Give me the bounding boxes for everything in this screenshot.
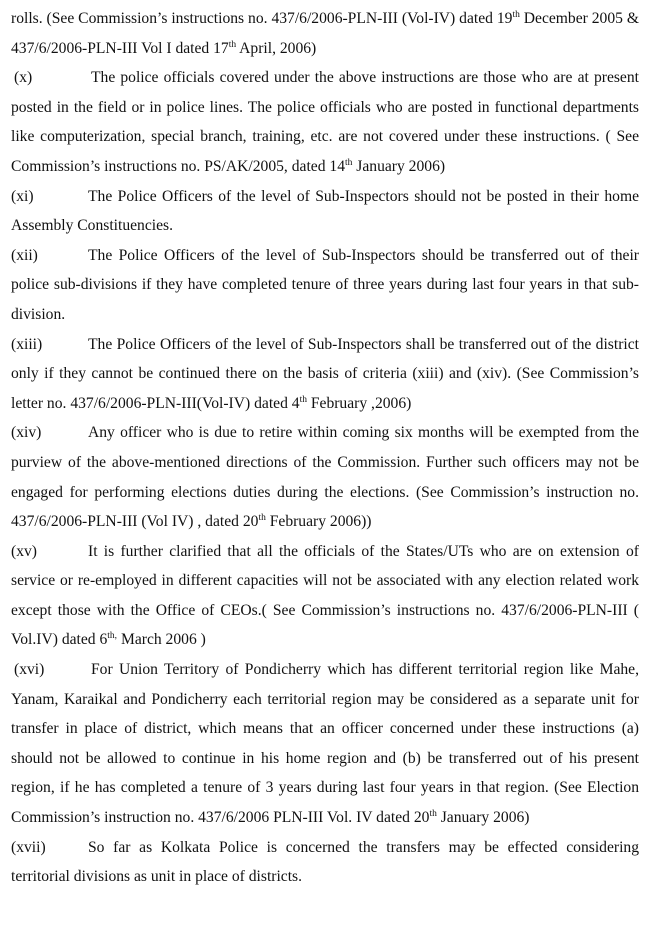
- date-superscript: th: [345, 157, 353, 168]
- date-superscript: th: [258, 513, 266, 524]
- paragraph-number: (xiii): [11, 335, 43, 353]
- paragraph-number: (xvii): [11, 838, 46, 856]
- date-superscript: th: [512, 10, 520, 20]
- document-page: [11, 4, 639, 892]
- paragraph-xi: [11, 182, 639, 241]
- paragraph-number: (xi): [11, 187, 34, 205]
- paragraph-cont: [11, 4, 639, 63]
- paragraph-xvi: [11, 655, 639, 833]
- paragraph-x: [11, 63, 639, 181]
- paragraph-text: March 2006 ): [117, 631, 206, 649]
- paragraph-text: For Union Territory of Pondicherry which has different territorial region like Mahe, Yanam, Karaikal and Pondicherry each territorial region may be considered as a separate unit for transfer in place of district, which means that an officer concerned under these instructions (a) should not be allowed to continue in his home region and (b) be transferred out of his present region, if he has completed a tenure of 3 years during last four years in that region. (See Election Commission’s instruction no. 437/6/2006 PLN-III Vol. IV dated 20: [11, 661, 639, 827]
- paragraph-xiv: [11, 418, 639, 536]
- paragraph-text: The police officials covered under the above instructions are those who are at present posted in the field or in police lines. The police officials who are posted in functional departments like computerization, special branch, training, etc. are not covered under these instructions. ( See Commission’s instructions no. PS/AK/2005, dated 14: [11, 69, 639, 175]
- paragraph-number: (x): [14, 69, 33, 87]
- date-superscript: th: [228, 39, 237, 50]
- paragraph-xii: [11, 241, 639, 330]
- paragraph-text: February 2006)): [265, 513, 372, 531]
- paragraph-text: January 2006): [436, 809, 530, 827]
- paragraph-xvii: [11, 833, 639, 892]
- paragraph-text: April, 2006): [236, 39, 317, 57]
- paragraph-number: (xii): [11, 246, 38, 264]
- paragraph-text: It is further clarified that all the officials of the States/UTs who are on extension of service or re-employed in different capacities will not be associated with any election related work except those with the Office of CEOs.( See Commission’s instructions no. 437/6/2006-PLN-III ( Vol.IV) dated 6: [11, 542, 639, 649]
- paragraph-text: rolls. (See Commission’s instructions no. 437/6/2006-PLN-III (Vol-IV) dated 19: [11, 10, 513, 27]
- paragraph-xiii: [11, 330, 639, 419]
- paragraph-text: The Police Officers of the level of Sub-Inspectors shall be transferred out of the district only if they cannot be continued there on the basis of criteria (xiii) and (xiv). (See Commission’s letter no. 437/6/2006-PLN-III(Vol-IV) dated 4: [11, 335, 639, 412]
- paragraph-text: February ,2006): [306, 394, 412, 412]
- paragraph-text: The Police Officers of the level of Sub-Inspectors should be transferred out of their police sub-divisions if they have completed tenure of three years during last four years in that sub-division.: [11, 246, 639, 323]
- date-superscript: th: [429, 809, 437, 820]
- paragraph-number: (xiv): [11, 424, 42, 442]
- paragraph-text: So far as Kolkata Police is concerned the transfers may be effected considering territorial divisions as unit in place of districts.: [11, 838, 639, 886]
- paragraph-text: The Police Officers of the level of Sub-Inspectors should not be posted in their home Assembly Constituencies.: [11, 187, 639, 235]
- date-superscript: th,: [107, 631, 118, 642]
- paragraph-text: Any officer who is due to retire within coming six months will be exempted from the purview of the above-mentioned directions of the Commission. Further such officers may not be engaged for performing elections duties during the elections. (See Commission’s instruction no. 437/6/2006-PLN-III (Vol IV) , dated 20: [11, 424, 639, 531]
- paragraph-text: December 2005 & 437/6/2006-PLN-III Vol I dated 17: [11, 10, 639, 57]
- paragraph-text: January 2006): [352, 157, 446, 175]
- paragraph-number: (xvi): [14, 661, 45, 679]
- date-superscript: th: [299, 394, 307, 405]
- paragraph-number: (xv): [11, 542, 37, 560]
- paragraph-xv: [11, 537, 639, 655]
